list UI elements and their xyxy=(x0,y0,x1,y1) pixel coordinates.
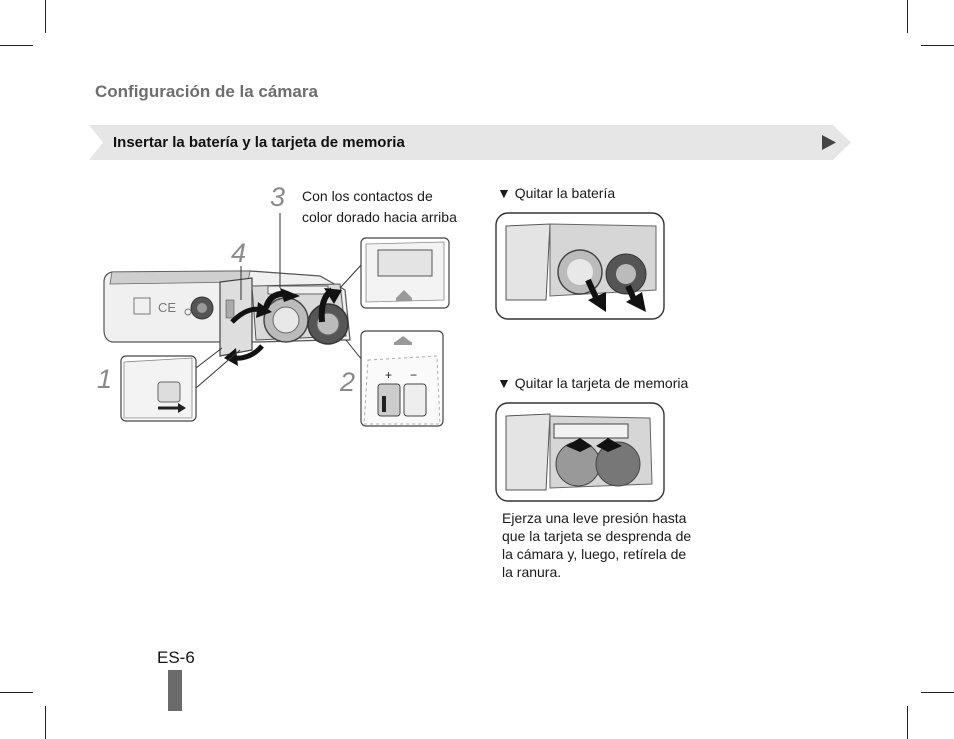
remove-battery-heading: ▼ Quitar la batería xyxy=(497,185,616,201)
remove-card-instruction-line: Ejerza una leve presión hasta xyxy=(502,510,687,526)
inset-battery-orientation xyxy=(361,331,443,426)
inset-memory-card xyxy=(361,238,449,308)
contacts-callout-line2: color dorado hacia arriba xyxy=(302,209,457,225)
remove-card-instruction-line: que la tarjeta se desprenda de xyxy=(502,528,692,544)
banner-title: Insertar la batería y la tarjeta de memoria xyxy=(113,134,405,151)
battery xyxy=(308,304,348,344)
step-number-2: 2 xyxy=(340,367,356,397)
svg-text:CE: CE xyxy=(158,300,177,315)
remove-card-instruction-line: la ranura. xyxy=(502,564,562,580)
remove-card-illustration xyxy=(496,403,664,501)
step-number-4: 4 xyxy=(231,238,247,268)
section-title: Configuración de la cámara xyxy=(95,82,318,101)
inset-battery-switch xyxy=(121,356,196,421)
page-number: ES-6 xyxy=(157,648,195,667)
plus-label: + xyxy=(385,368,393,382)
step-number-3: 3 xyxy=(270,182,286,212)
step-number-1: 1 xyxy=(97,364,113,394)
remove-battery-illustration xyxy=(496,213,664,319)
battery xyxy=(264,298,308,342)
remove-card-instruction-line: la cámara y, luego, retírela de xyxy=(502,546,687,562)
remove-card-heading: ▼ Quitar la tarjeta de memoria xyxy=(497,375,689,391)
contacts-callout-line1: Con los contactos de xyxy=(302,188,433,204)
minus-label: − xyxy=(410,368,418,382)
page-tab xyxy=(168,670,182,711)
